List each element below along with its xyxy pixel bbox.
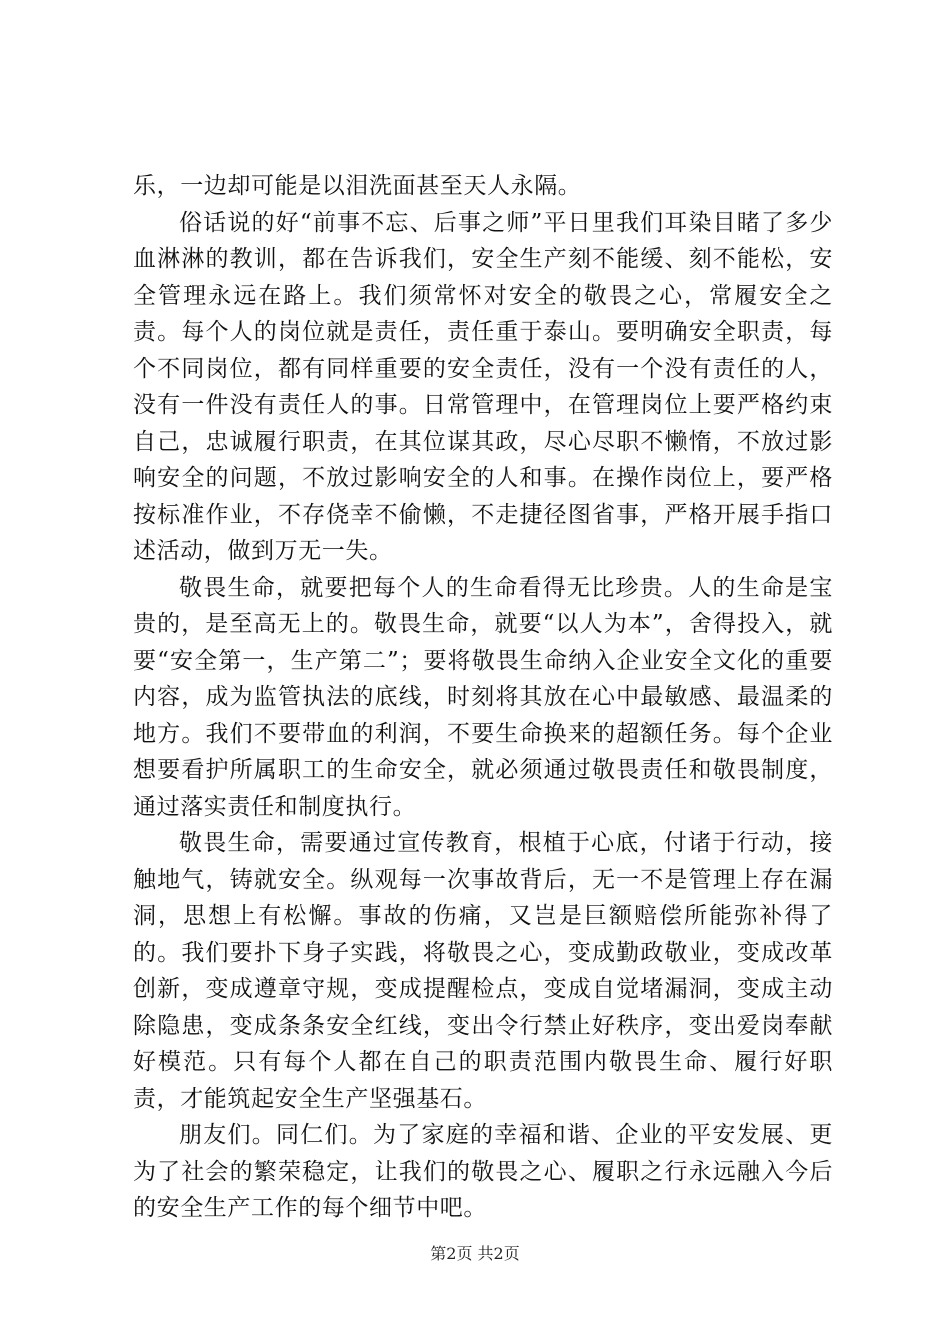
paragraph-continuation: 乐，一边却可能是以泪洗面甚至天人永隔。: [133, 173, 582, 199]
paragraph: 朋友们。同仁们。为了家庭的幸福和谐、企业的平安发展、更为了社会的繁荣稳定，让我们的敬畏之心、履职之行永远融入今后的安全生产工作的每个细节中吧。: [133, 1122, 833, 1221]
paragraph: 俗话说的好“前事不忘、后事之师”平日里我们耳染目睹了多少血淋淋的教训，都在告诉我们，安全生产刻不能缓、刻不能松，安全管理永远在路上。我们须常怀对安全的敬畏之心，常履安全之责。每个人的岗位就是责任，责任重于泰山。要明确安全职责，每个不同岗位，都有同样重要的安全责任，没有一个没有责任的人，没有一件没有责任人的事。日常管理中，在管理岗位上要严格约束自己，忠诚履行职责，在其位谋其政，尽心尽职不懒惰，不放过影响安全的问题，不放过影响安全的人和事。在操作岗位上，要严格按标准作业，不存侥幸不偷懒，不走捷径图省事，严格开展手指口述活动，做到万无一失。: [133, 209, 833, 564]
document-body: [133, 168, 833, 1227]
paragraph: 敬畏生命，就要把每个人的生命看得无比珍贵。人的生命是宝贵的，是至高无上的。敬畏生命，就要“以人为本”，舍得投入，就要“安全第一，生产第二”；要将敬畏生命纳入企业安全文化的重要内容，成为监管执法的底线，时刻将其放在心中最敏感、最温柔的地方。我们不要带血的利润，不要生命换来的超额任务。每个企业想要看护所属职工的生命安全，就必须通过敬畏责任和敬畏制度，通过落实责任和制度执行。: [133, 574, 833, 820]
paragraph: 敬畏生命，需要通过宣传教育，根植于心底，付诸于行动，接触地气，铸就安全。纵观每一次事故背后，无一不是管理上存在漏洞，思想上有松懈。事故的伤痛，又岂是巨额赔偿所能弥补得了的。我们要扑下身子实践，将敬畏之心，变成勤政敬业，变成改革创新，变成遵章守规，变成提醒检点，变成自觉堵漏洞，变成主动除隐患，变成条条安全红线，变出令行禁止好秩序，变出爱岗奉献好模范。只有每个人都在自己的职责范围内敬畏生命、履行好职责，才能筑起安全生产坚强基石。: [133, 830, 833, 1112]
page-number-footer: 第2页 共2页: [430, 1244, 520, 1263]
